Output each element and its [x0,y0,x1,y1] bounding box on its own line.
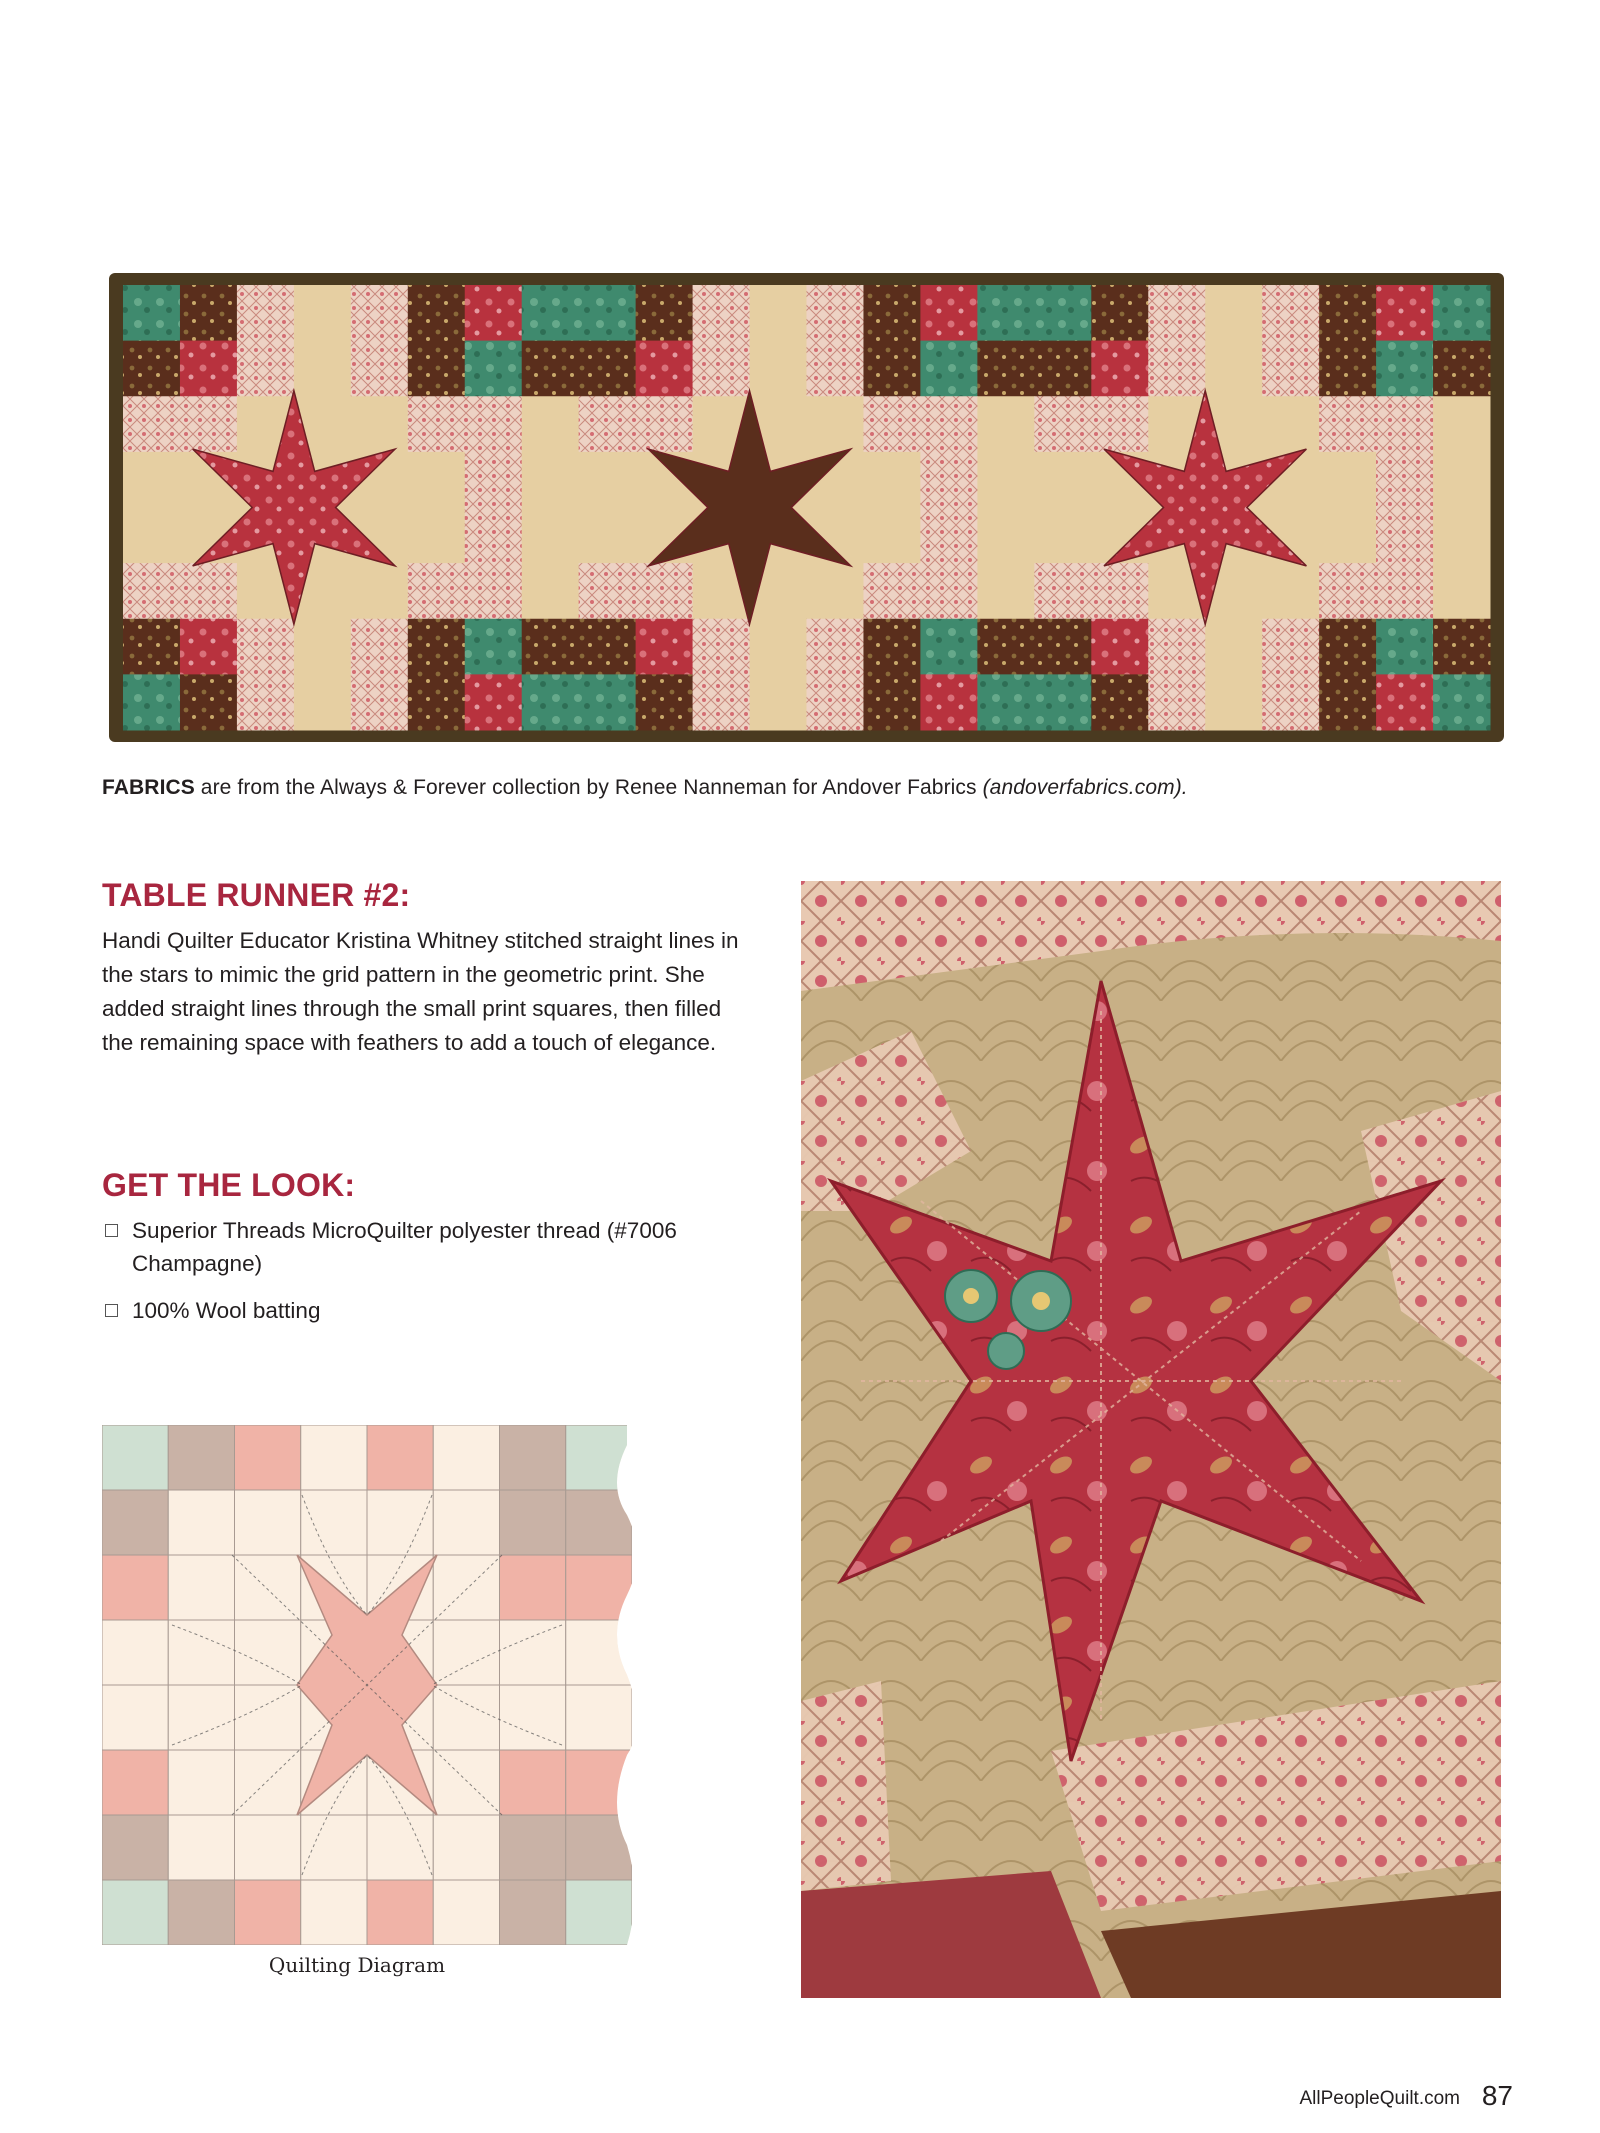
table-runner-heading: TABLE RUNNER #2: [102,877,411,913]
get-the-look-list [102,1214,702,1341]
runner-patch [1205,341,1262,397]
runner-patch [180,563,237,619]
runner-patch [408,452,465,508]
runner-patch [1091,341,1148,397]
runner-patch [863,285,920,341]
diagram-patch [301,1490,367,1555]
runner-patch [1148,674,1205,730]
runner-patch [863,508,920,564]
runner-patch [1262,341,1319,397]
runner-patch [465,285,522,341]
diagram-patch [500,1750,566,1815]
runner-patch [465,674,522,730]
runner-patch [1034,396,1091,452]
runner-patch [920,452,977,508]
diagram-patch [433,1490,499,1555]
list-item [102,1294,702,1327]
runner-patch [1148,341,1205,397]
runner-patch [636,674,693,730]
runner-patch [693,674,750,730]
diagram-patch [102,1555,168,1620]
diagram-patch [367,1880,433,1945]
runner-patch [920,619,977,675]
runner-patch [351,674,408,730]
runner-patch [920,341,977,397]
diagram-patch [433,1685,499,1750]
caption-link: (andoverfabrics.com). [982,776,1188,799]
diagram-patch [235,1880,301,1945]
runner-patch [750,674,807,730]
runner-patch [123,508,180,564]
diagram-patch [500,1815,566,1880]
diagram-patch [168,1815,234,1880]
runner-patch [750,619,807,675]
runner-patch [408,285,465,341]
caption-lead: FABRICS [102,776,195,799]
runner-patch [180,674,237,730]
runner-patch [807,619,864,675]
diagram-patch [102,1750,168,1815]
diagram-patch [301,1880,367,1945]
runner-patch [465,341,522,397]
runner-patch [1034,341,1091,397]
runner-patch [579,674,636,730]
runner-patch [807,396,864,452]
runner-patch [1262,396,1319,452]
runner-patch [579,619,636,675]
diagram-patch [433,1555,499,1620]
runner-patch [1262,619,1319,675]
runner-patch [636,563,693,619]
runner-patch [465,508,522,564]
runner-patch [863,452,920,508]
runner-patch [1319,341,1376,397]
runner-patch [408,563,465,619]
runner-patch [351,285,408,341]
runner-patch [1091,563,1148,619]
runner-patch [1376,508,1433,564]
runner-patch [863,396,920,452]
diagram-patch [168,1880,234,1945]
diagram-patch [102,1880,168,1945]
runner-patch [1319,619,1376,675]
runner-patch [1433,563,1490,619]
diagram-patch [235,1750,301,1815]
list-item-text: Superior Threads MicroQuilter polyester thread (#7006 Champagne) [132,1218,677,1276]
runner-patch [750,341,807,397]
diagram-patch [566,1750,632,1815]
runner-patch [180,396,237,452]
runner-patch [1034,674,1091,730]
quilting-diagram [102,1425,632,1945]
runner-patch [465,619,522,675]
table-runner-photo [109,273,1504,742]
runner-patch [807,563,864,619]
runner-patch [579,452,636,508]
runner-patch [1205,619,1262,675]
runner-patch [636,341,693,397]
runner-patch [123,563,180,619]
diagram-patch [102,1490,168,1555]
runner-patch [294,619,351,675]
runner-patch [123,452,180,508]
diagram-patch [168,1750,234,1815]
diagram-patch [433,1425,499,1490]
diagram-caption: Quilting Diagram [268,1953,446,1977]
runner-patch [522,285,579,341]
runner-patch [522,619,579,675]
runner-patch [123,341,180,397]
runner-patch [1319,396,1376,452]
runner-patch [522,396,579,452]
runner-patch [1319,508,1376,564]
runner-patch [1148,285,1205,341]
checkbox-icon [105,1224,118,1237]
runner-patch [294,674,351,730]
get-the-look-heading: GET THE LOOK: [102,1167,356,1203]
runner-patch [1205,674,1262,730]
diagram-patch [566,1880,632,1945]
runner-patch [1319,563,1376,619]
runner-patch [522,341,579,397]
list-item [102,1214,702,1280]
runner-patch [522,508,579,564]
runner-patch [1433,674,1490,730]
runner-patch [636,285,693,341]
diagram-patch [102,1620,168,1685]
runner-patch [1091,619,1148,675]
diagram-patch [433,1815,499,1880]
runner-patch [693,341,750,397]
runner-patch [1376,452,1433,508]
runner-patch [920,563,977,619]
runner-patch [237,285,294,341]
diagram-patch [301,1815,367,1880]
diagram-patch [301,1425,367,1490]
runner-patch [1262,563,1319,619]
runner-patch [1433,452,1490,508]
runner-patch [693,285,750,341]
runner-patch [1319,674,1376,730]
diagram-patch [500,1555,566,1620]
runner-patch [977,674,1034,730]
runner-patch [863,674,920,730]
runner-patch [408,508,465,564]
runner-patch [1148,619,1205,675]
runner-patch [351,563,408,619]
runner-patch [294,341,351,397]
runner-patch [522,452,579,508]
runner-patch [1433,508,1490,564]
diagram-patch [566,1685,632,1750]
runner-patch [1262,674,1319,730]
runner-patch [237,674,294,730]
runner-patch [977,396,1034,452]
diagram-patch [168,1425,234,1490]
photo-caption [102,776,1522,800]
runner-patch [1376,341,1433,397]
runner-patch [863,619,920,675]
runner-patch [351,619,408,675]
runner-patch [579,563,636,619]
runner-patch [1433,619,1490,675]
diagram-patch [235,1685,301,1750]
runner-patch [1034,508,1091,564]
runner-patch [180,341,237,397]
runner-patch [977,619,1034,675]
runner-patch [807,674,864,730]
runner-patch [579,396,636,452]
runner-patch [180,285,237,341]
runner-patch [977,563,1034,619]
runner-patch [920,508,977,564]
runner-patch [408,619,465,675]
runner-patch [807,285,864,341]
runner-patch [579,341,636,397]
diagram-patch [235,1425,301,1490]
diagram-patch [102,1815,168,1880]
diagram-patch [433,1750,499,1815]
diagram-patch [102,1425,168,1490]
runner-patch [636,396,693,452]
list-item-text: 100% Wool batting [132,1298,321,1323]
runner-patch [1091,674,1148,730]
runner-patch [1376,563,1433,619]
runner-patch [123,285,180,341]
runner-patch [237,619,294,675]
diagram-patch [500,1685,566,1750]
table-runner-description: Handi Quilter Educator Kristina Whitney stitched straight lines in the stars to mimic the grid pattern in the geometric print. She added straight lines through the small print squares, then filled the remaining space with feathers to add a touch of elegance. [102,928,739,1055]
runner-patch [123,396,180,452]
diagram-patch [168,1555,234,1620]
runner-patch [522,563,579,619]
diagram-patch [500,1880,566,1945]
diagram-patch [168,1490,234,1555]
runner-patch [180,619,237,675]
runner-patch [750,285,807,341]
runner-patch [920,285,977,341]
runner-patch [1376,285,1433,341]
footer-site-url: AllPeopleQuilt.com [1299,2088,1460,2109]
runner-patch [1433,396,1490,452]
runner-patch [1376,674,1433,730]
runner-patch [1376,396,1433,452]
runner-patch [408,396,465,452]
runner-patch [1319,285,1376,341]
runner-patch [1034,619,1091,675]
diagram-patch [235,1555,301,1620]
runner-patch [351,396,408,452]
runner-patch [1034,563,1091,619]
diagram-patch [566,1425,632,1490]
runner-patch [123,619,180,675]
runner-patch [977,285,1034,341]
diagram-patch [235,1815,301,1880]
runner-patch [408,674,465,730]
runner-patch [693,619,750,675]
diagram-patch [500,1425,566,1490]
runner-patch [863,341,920,397]
runner-patch [579,508,636,564]
runner-patch [522,674,579,730]
diagram-patch [566,1815,632,1880]
runner-patch [579,285,636,341]
runner-patch [1376,619,1433,675]
diagram-patch [367,1815,433,1880]
runner-patch [1034,452,1091,508]
checkbox-icon [105,1304,118,1317]
diagram-patch [367,1425,433,1490]
diagram-patch [433,1620,499,1685]
diagram-patch [367,1490,433,1555]
runner-patch [1091,285,1148,341]
runner-patch [1433,341,1490,397]
runner-patch [351,341,408,397]
runner-patch [977,452,1034,508]
runner-patch [465,452,522,508]
diagram-patch [500,1490,566,1555]
runner-patch [408,341,465,397]
diagram-patch [566,1490,632,1555]
diagram-patch [168,1685,234,1750]
caption-body: are from the Always & Forever collection by Renee Nanneman for Andover Fabrics [194,776,983,799]
diagram-patch [168,1620,234,1685]
runner-patch [920,674,977,730]
runner-patch [920,396,977,452]
page-number: 87 [1481,2080,1513,2111]
runner-patch [1319,452,1376,508]
diagram-patch [433,1880,499,1945]
runner-patch [123,674,180,730]
runner-patch [1262,285,1319,341]
runner-patch [863,563,920,619]
closeup-star-photo [801,881,1501,1998]
diagram-patch [566,1620,632,1685]
runner-patch [465,563,522,619]
runner-patch [807,341,864,397]
runner-patch [1034,285,1091,341]
runner-patch [237,341,294,397]
diagram-patch [566,1555,632,1620]
runner-patch [1205,285,1262,341]
runner-patch [465,396,522,452]
runner-patch [1433,285,1490,341]
runner-patch [294,285,351,341]
runner-patch [1091,396,1148,452]
runner-patch [977,508,1034,564]
diagram-patch [235,1620,301,1685]
runner-patch [977,341,1034,397]
runner-patch [636,619,693,675]
diagram-patch [102,1685,168,1750]
diagram-patch [235,1490,301,1555]
diagram-patch [500,1620,566,1685]
